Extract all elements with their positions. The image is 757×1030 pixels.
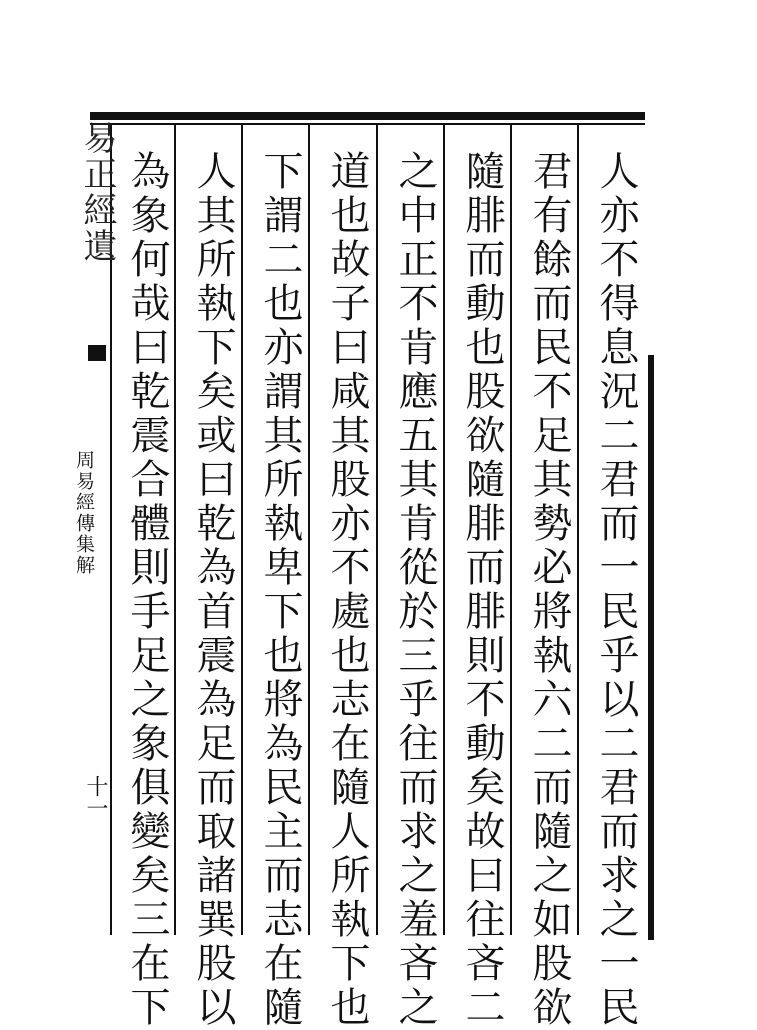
text-column-2: 君有餘而民不足其勢必將執六二而隨之如股欲 bbox=[526, 150, 572, 1030]
right-border-rule bbox=[648, 355, 654, 940]
text-column-3: 隨腓而動也股欲隨腓而腓則不動矣故曰往吝二 bbox=[459, 150, 505, 1030]
margin-marks: 易正經遺 bbox=[77, 120, 117, 264]
text-column-5: 道也故子曰咸其股亦不處也志在隨人所執下也 bbox=[324, 150, 370, 1030]
text-column-7: 人其所執下矣或曰乾為首震為足而取諸巽股以 bbox=[190, 150, 236, 1030]
text-column-6: 下謂二也亦謂其所執卑下也將為民主而志在隨 bbox=[257, 150, 303, 1030]
text-column-1: 人亦不得息況二君而一民乎以二君而求之一民 bbox=[593, 150, 639, 1030]
fish-tail-mark bbox=[88, 345, 106, 361]
page-number: 十一 bbox=[83, 775, 108, 819]
top-border-rule bbox=[90, 112, 645, 120]
text-column-4: 之中正不肯應五其肯從於三乎往而求之羞吝之 bbox=[392, 150, 438, 1030]
book-title: 周易經傳集解 bbox=[73, 450, 95, 576]
text-column-8: 為象何哉曰乾震合體則手足之象俱變矣三在下 bbox=[124, 150, 170, 1030]
